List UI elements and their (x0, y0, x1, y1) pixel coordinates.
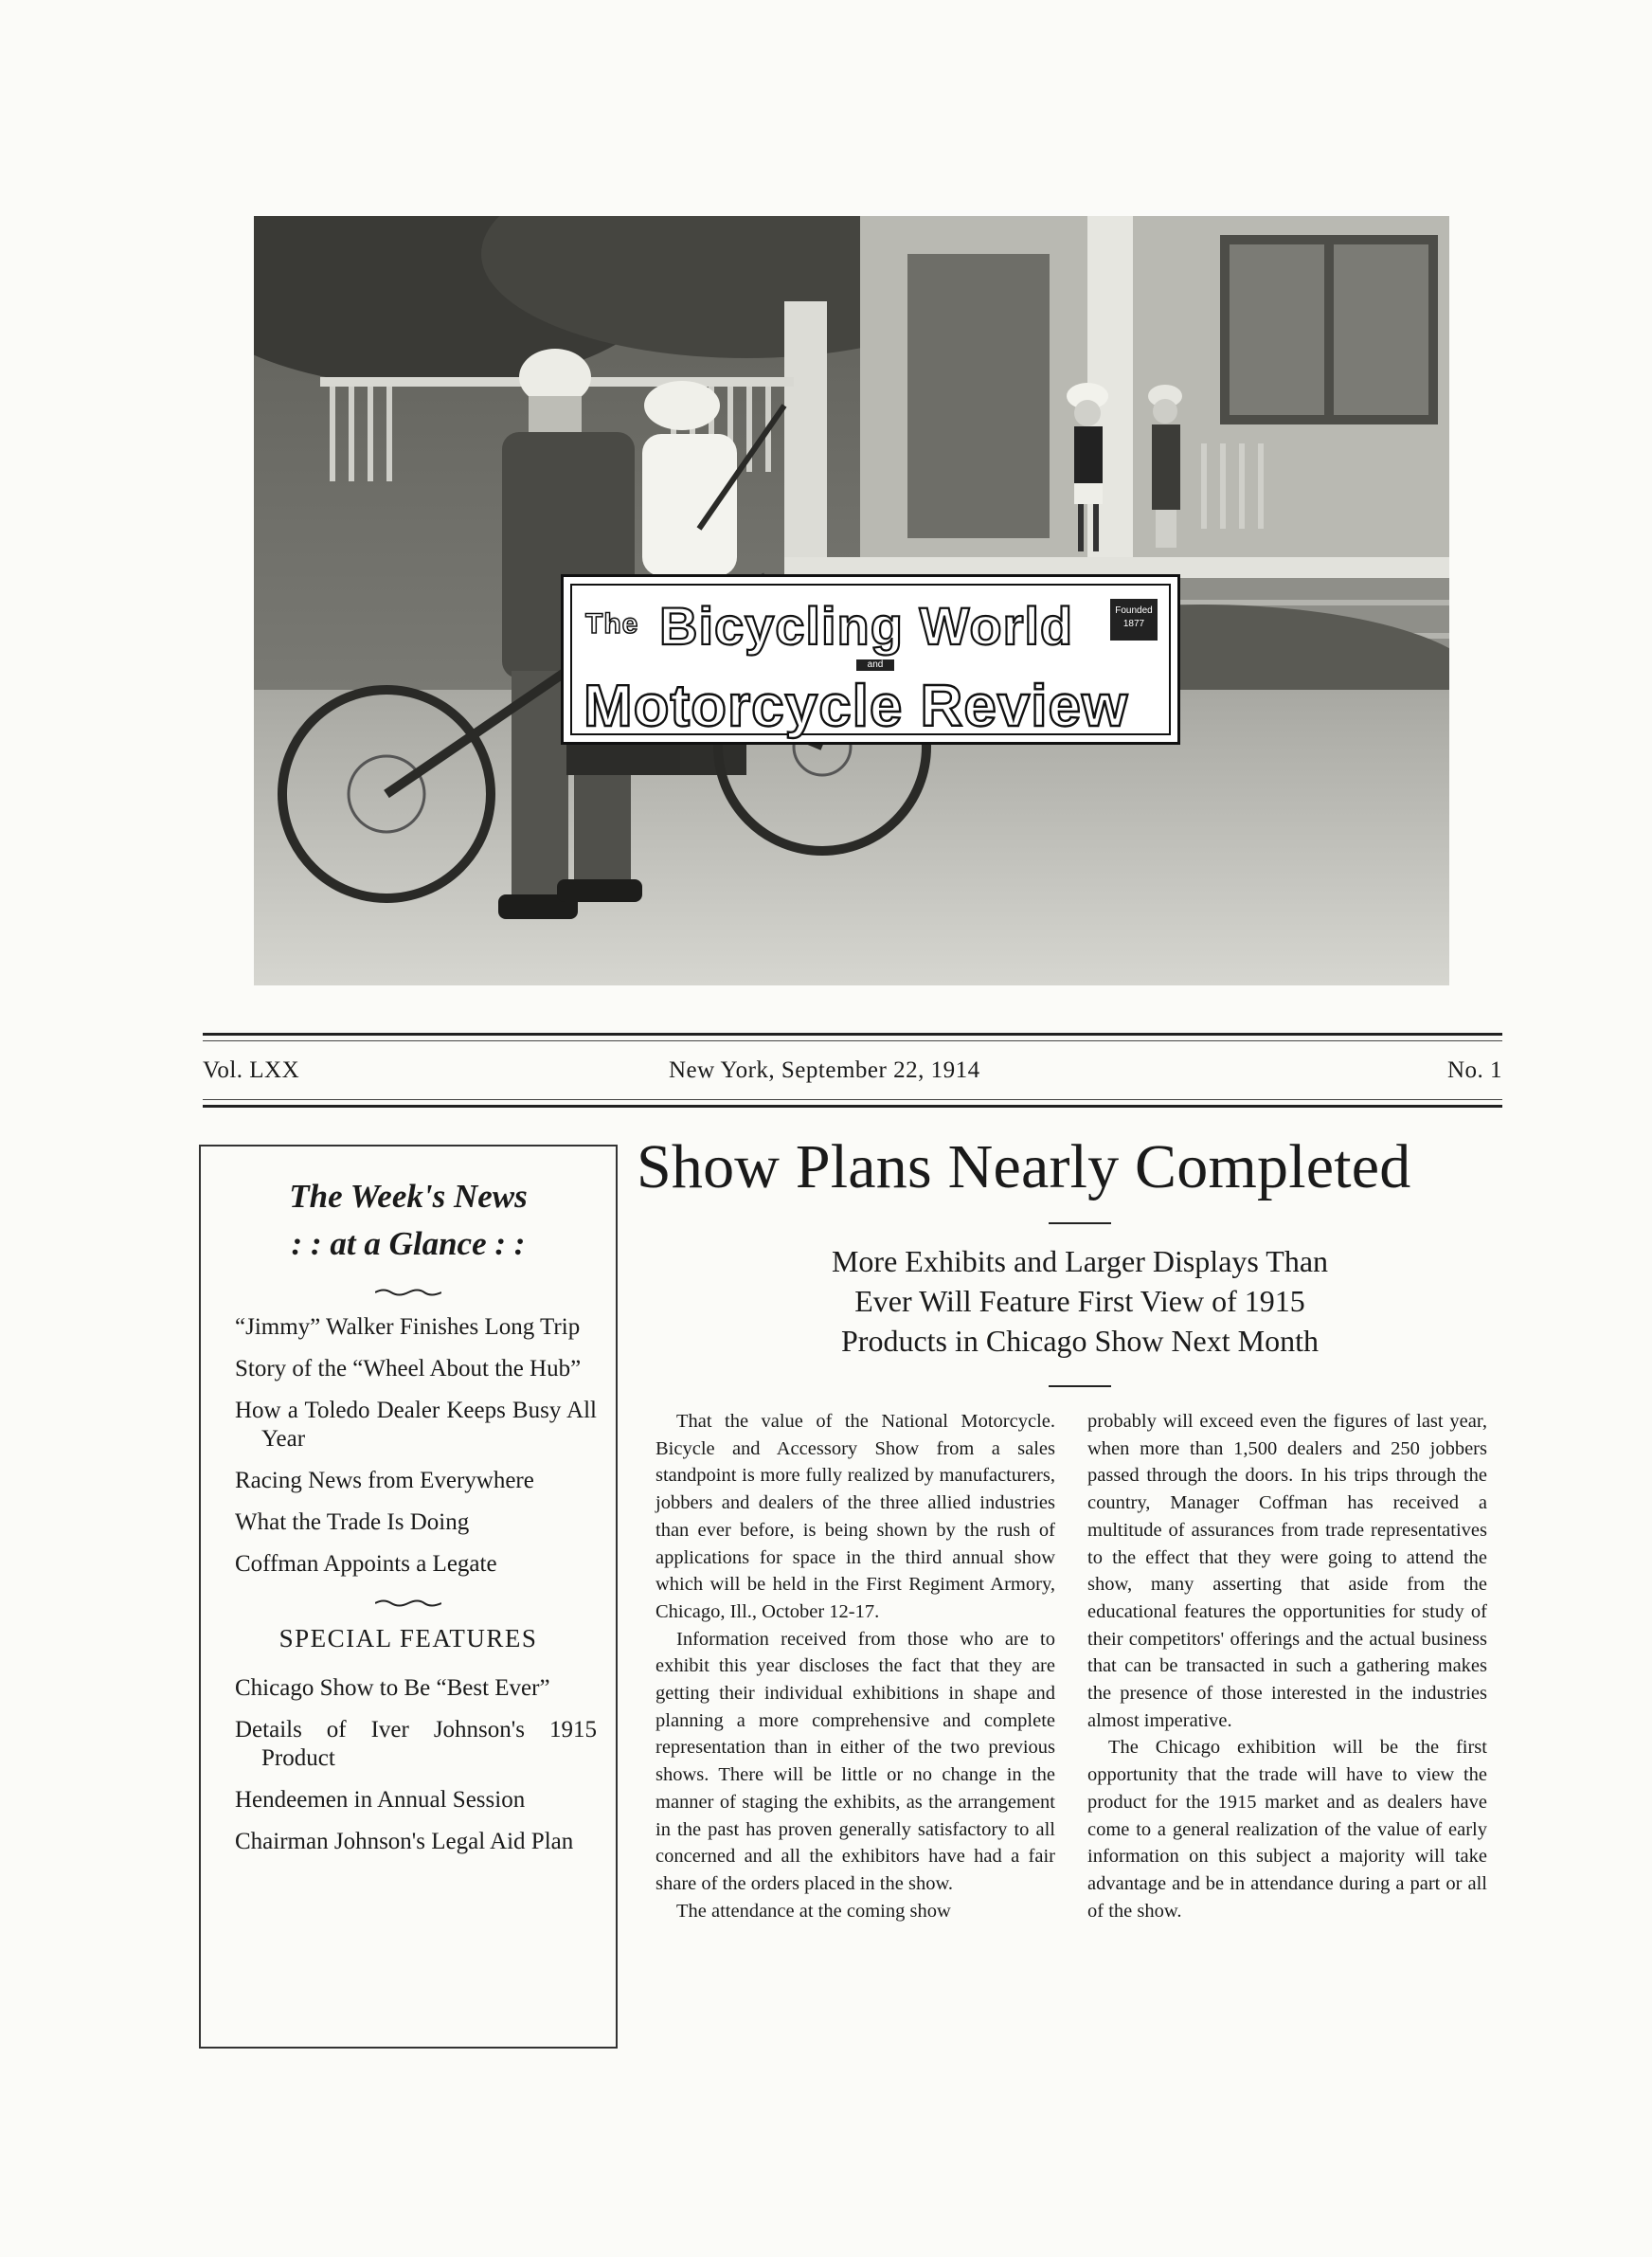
feature-item: Details of Iver Johnson's 1915 Product (235, 1717, 597, 1771)
paragraph: That the value of the National Motorcycle. Bicycle and Accessory Show from a sales standpoint is more fully realized by manufacturers, jobbers and dealers of the three allied industries than ever before, is being shown by the rush of applications for space in the third annual show which will be held in the First Regiment Armory, Chicago, Ill., October 12-17. (655, 1411, 1055, 1622)
feature-item: Hendeemen in Annual Session (235, 1787, 526, 1813)
sidebar-title-line2: : : at a Glance : : (291, 1225, 526, 1262)
news-item: Racing News from Everywhere (235, 1468, 534, 1493)
news-item: How a Toledo Dealer Keeps Busy All Year (235, 1398, 597, 1452)
news-item: What the Trade Is Doing (235, 1509, 470, 1535)
sidebar-title (201, 1173, 616, 1268)
paragraph: The attendance at the coming show (676, 1900, 951, 1922)
masthead-frame (570, 584, 1171, 739)
article-column-2 (1087, 1408, 1487, 1924)
masthead-title-line1: Bicycling World (659, 596, 1074, 656)
deck-line: Products in Chicago Show Next Month (841, 1324, 1319, 1358)
special-features-list (201, 1674, 616, 1856)
news-item: Coffman Appoints a Legate (235, 1551, 497, 1577)
article-column-1 (655, 1408, 1055, 1924)
news-at-a-glance-box (199, 1145, 618, 2049)
masthead (561, 574, 1180, 745)
feature-item: Chairman Johnson's Legal Aid Plan (235, 1829, 574, 1854)
bottom-rule-thin (203, 1099, 1502, 1100)
deck-line: Ever Will Feature First View of 1915 (854, 1284, 1305, 1318)
ornament-divider (201, 1285, 616, 1294)
dateline: New York, September 22, 1914 (669, 1057, 980, 1083)
special-features-heading: SPECIAL FEATURES (278, 1624, 538, 1652)
article-deck (682, 1241, 1478, 1361)
news-item: Story of the “Wheel About the Hub” (235, 1356, 582, 1381)
deck-line: More Exhibits and Larger Displays Than (831, 1244, 1329, 1278)
ornament-divider (201, 1596, 616, 1605)
masthead-title-line2: Motorcycle Review (584, 674, 1129, 739)
volume-number: Vol. LXX (203, 1057, 300, 1083)
masthead-founded-badge: Founded 1877 (1110, 599, 1158, 641)
news-item: “Jimmy” Walker Finishes Long Trip (235, 1314, 581, 1340)
news-list (201, 1313, 616, 1579)
top-rule-thin (203, 1040, 1502, 1041)
bottom-rule (203, 1105, 1502, 1108)
top-rule (203, 1033, 1502, 1036)
feature-item: Chicago Show to Be “Best Ever” (235, 1675, 550, 1701)
issue-number: No. 1 (1446, 1057, 1502, 1083)
deck-divider (1049, 1385, 1111, 1387)
paragraph: The Chicago exhibition will be the first opportunity that the trade will have to view the product for the 1915 market and as dealers have come to a general realization of the value of early information on this subject a majority will take advantage and be in attendance during a part or all of the show. (1087, 1737, 1487, 1922)
sidebar-title-line1: The Week's News (289, 1178, 528, 1215)
masthead-the: The (585, 608, 639, 640)
headline-divider (1049, 1222, 1111, 1224)
paragraph: probably will exceed even the figures of last year, when more than 1,500 dealers and 250 jobbers passed through the doors. In his trips through the country, Manager Coffman has received a multitude of assurances from trade representatives to the effect that they were going to attend the show, many asserting that aside from the educational features the opportunities for study of their competitors' offerings and the actual business that can be transacted in such a gathering makes the presence of those interested in the industries almost imperative. (1087, 1411, 1487, 1731)
masthead-and: and (856, 659, 894, 671)
article-headline: Show Plans Nearly Completed (637, 1132, 1411, 1201)
paragraph: Information received from those who are to exhibit this year discloses the fact that they are getting their individual exhibitions in shape and planning a more comprehensive and complete representation than in either of the two previous shows. There will be little or no change in the manner of staging the exhibits, as the arrangement in the past has proven generally satisfactory to all concerned and all the exhibitors have had a fair share of the orders placed in the show. (655, 1628, 1055, 1894)
